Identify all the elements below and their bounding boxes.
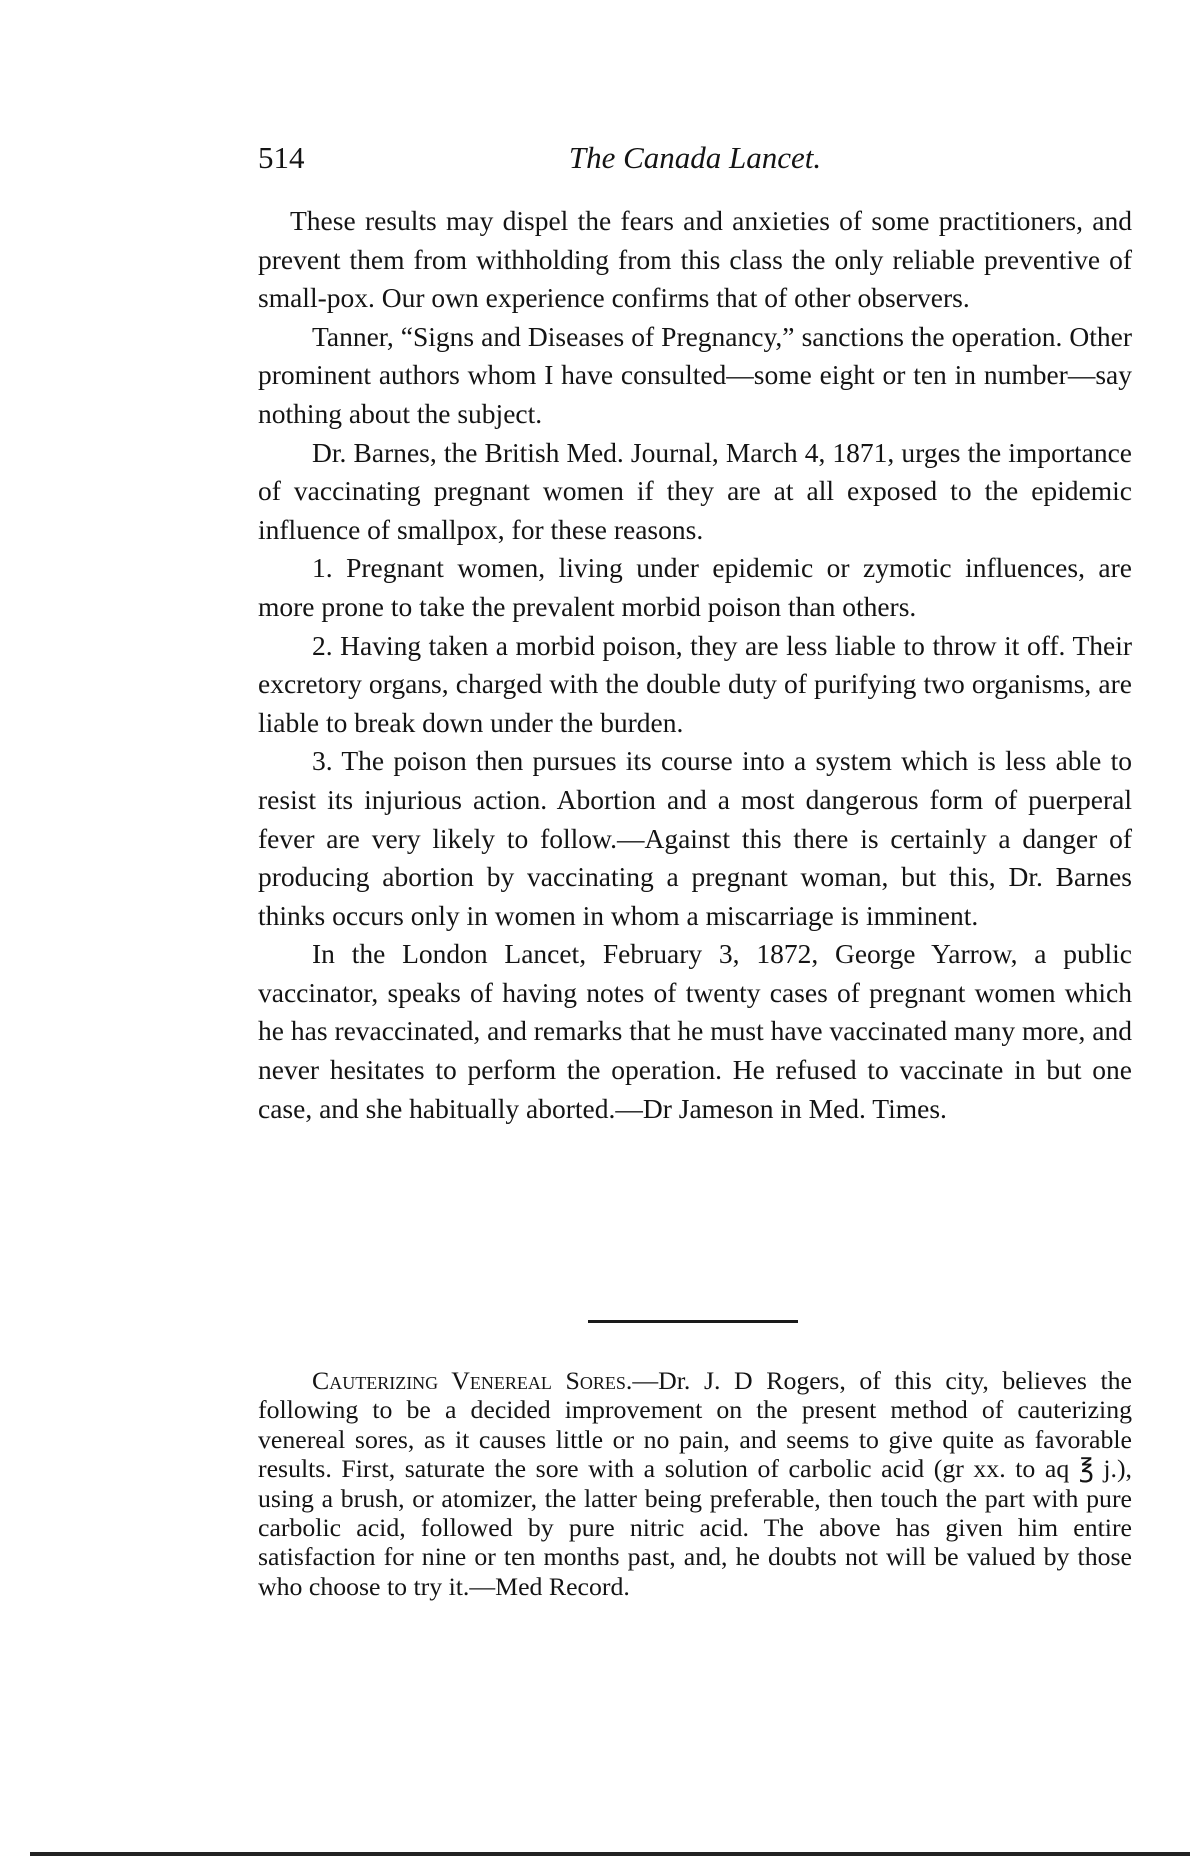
section-divider <box>588 1320 798 1323</box>
article-heading: Cauterizing Venereal Sores. <box>312 1366 633 1395</box>
article-paragraph <box>258 1366 1132 1601</box>
paragraph-barnes: Dr. Barnes, the British Med. Journal, March 4, 1871, urges the importance of vaccinating pregnant women if they are at all exposed to the epidemic influence of smallpox, for these reasons. <box>258 436 1132 545</box>
article-cauterizing <box>258 1366 1132 1601</box>
page-bottom-edge <box>30 1852 1190 1856</box>
paragraph-yarrow: In the London Lancet, February 3, 1872, George Yarrow, a public vaccinator, speaks of having notes of twenty cases of pregnant women which he has revaccinated, and remarks that he must have vaccinated many more, and never hesitates to perform the operation. He refused to vaccinate in but one case, and she habitually aborted.—Dr Jameson in Med. Times. <box>258 938 1132 1124</box>
paragraph-tanner: Tanner, “Signs and Diseases of Pregnancy,” sanctions the operation. Other prominent authors whom I have consulted—some eight or ten in number—say nothing about the subject. <box>258 320 1132 429</box>
paragraph-reason-2: 2. Having taken a morbid poison, they are less liable to throw it off. Their excretory organs, charged with the double duty of purifying two organisms, are liable to break down under the burden. <box>258 629 1132 738</box>
article-text: —Dr. J. D Rogers, of this city, believes the following to be a decided improvement on the present method of cauterizing venereal sores, as it causes little or no pain, and seems to give quite as favorable results. First, saturate the sore with a solution of carbolic acid (gr xx. to aq ℥ j.), using a brush, or atomizer, the latter being preferable, then touch the part with pure carbolic acid, followed by pure nitric acid. The above has given him entire satisfaction for nine or ten months past, and, he doubts not will be valued by those who choose to try it.—Med Record. <box>258 1366 1132 1601</box>
paragraph-reason-3: 3. The poison then pursues its course into a system which is less able to resist its injurious action. Abortion and a most dangerous form of puerperal fever are very likely to follow.—Against this there is certainly a danger of producing abortion by vaccinating a pregnant woman, but this, Dr. Barnes thinks occurs only in women in whom a miscarriage is imminent. <box>258 745 1132 931</box>
body-text <box>258 202 1132 1128</box>
page-number: 514 <box>258 140 305 175</box>
paragraph-reason-1: 1. Pregnant women, living under epidemic or zymotic influences, are more prone to take the prevalent morbid poison than others. <box>258 552 1132 622</box>
paragraph-results: These results may dispel the fears and anxieties of some practitioners, and prevent them from withholding from this class the only reliable preventive of small-pox. Our own experience confirms that of other observers. <box>258 205 1132 314</box>
page-header <box>258 140 1132 180</box>
running-title: The Canada Lancet. <box>568 140 822 175</box>
